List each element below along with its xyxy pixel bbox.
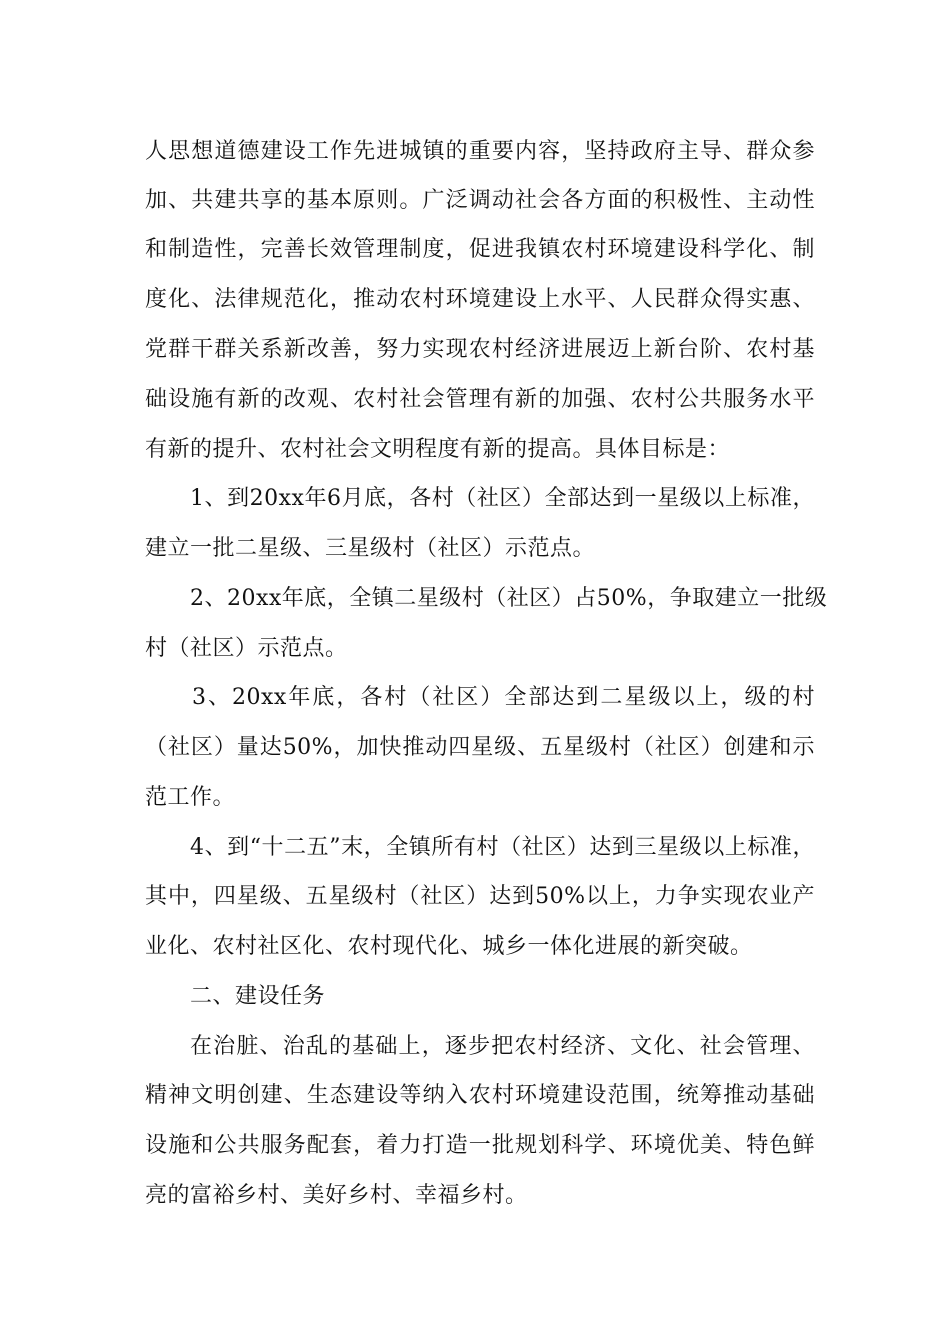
goal-item-1: 1、到20xx年6月底，各村（社区）全部达到一星级以上标准， — [190, 486, 815, 511]
goal-item-3: 3、20xx年底，各村（社区）全部达到二星级以上，级的村 — [192, 685, 815, 710]
paragraph-line: 度化、法律规范化，推动农村环境建设上水平、人民群众得实惠、 — [145, 287, 815, 312]
goal-item-2: 2、20xx年底，全镇二星级村（社区）占50%，争取建立一批级 — [190, 586, 828, 611]
paragraph-line: 村（社区）示范点。 — [145, 636, 348, 661]
paragraph-line: 其中，四星级、五星级村（社区）达到50%以上，力争实现农业产 — [145, 884, 815, 909]
paragraph-line: 人思想道德建设工作先进城镇的重要内容，坚持政府主导、群众参 — [145, 139, 815, 164]
paragraph-line: （社区）量达50%，加快推动四星级、五星级村（社区）创建和示 — [145, 735, 815, 760]
paragraph-line: 业化、农村社区化、农村现代化、城乡一体化进展的新突破。 — [145, 934, 753, 959]
paragraph-line: 和制造性，完善长效管理制度，促进我镇农村环境建设科学化、制 — [145, 237, 815, 262]
goal-item-4: 4、到“十二五”末，全镇所有村（社区）达到三星级以上标准， — [190, 835, 815, 860]
paragraph-line: 加、共建共享的基本原则。广泛调动社会各方面的积极性、主动性 — [145, 188, 815, 213]
paragraph-line: 建立一批二星级、三星级村（社区）示范点。 — [145, 536, 596, 561]
paragraph-line: 亮的富裕乡村、美好乡村、幸福乡村。 — [145, 1183, 528, 1208]
paragraph-line: 精神文明创建、生态建设等纳入农村环境建设范围，统筹推动基础 — [145, 1083, 815, 1108]
paragraph-line: 设施和公共服务配套，着力打造一批规划科学、环境优美、特色鲜 — [145, 1133, 815, 1158]
paragraph-line: 范工作。 — [145, 785, 236, 810]
section-heading: 二、建设任务 — [190, 984, 326, 1009]
paragraph-line: 础设施有新的改观、农村社会管理有新的加强、农村公共服务水平 — [145, 387, 815, 412]
paragraph-line: 党群干群关系新改善，努力实现农村经济进展迈上新台阶、农村基 — [145, 337, 815, 362]
paragraph-line: 在治脏、治乱的基础上，逐步把农村经济、文化、社会管理、 — [190, 1034, 815, 1059]
paragraph-line: 有新的提升、农村社会文明程度有新的提高。具体目标是： — [145, 437, 731, 462]
